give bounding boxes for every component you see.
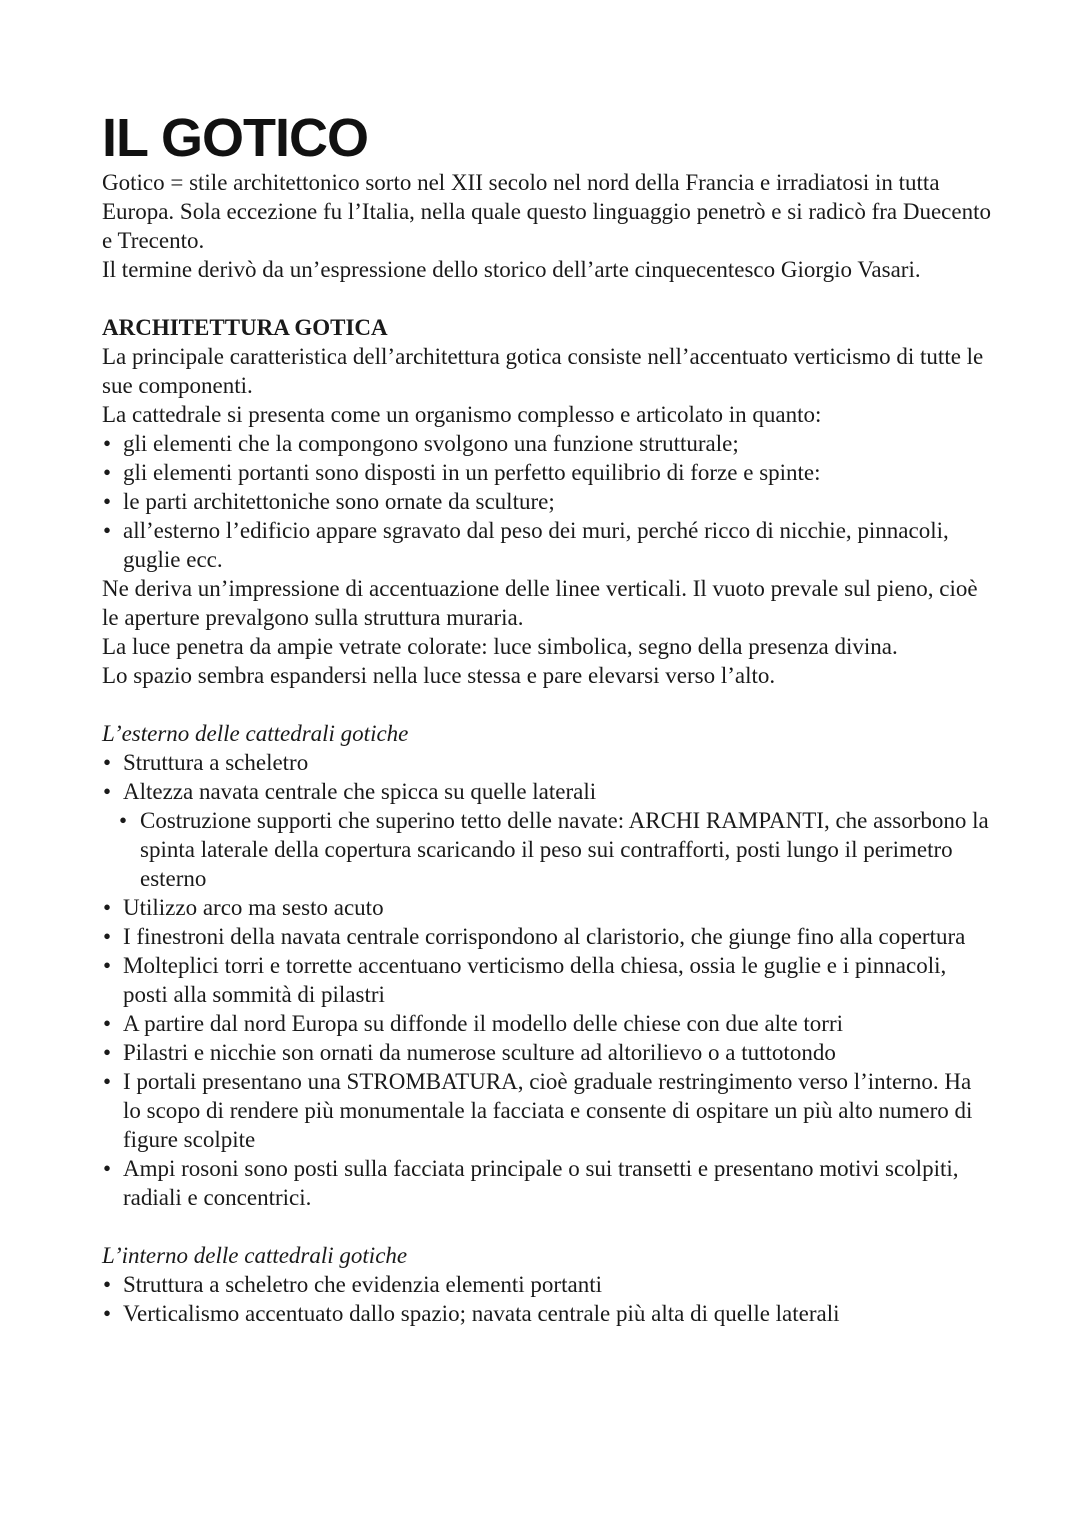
list-item: • Struttura a scheletro che evidenzia elementi portanti [102, 1270, 992, 1299]
page-title: IL GOTICO [102, 108, 369, 168]
intro-paragraph: Gotico = stile architettonico sorto nel XII secolo nel nord della Francia e irradiatosi in tutta Europa. Sola eccezione fu l’Italia, nella quale questo linguaggio penetrò e si radicò fra Duecento e Trecento. [102, 170, 991, 253]
list-item: • gli elementi che la compongono svolgono una funzione strutturale; [102, 429, 992, 458]
list-item: • all’esterno l’edificio appare sgravato dal peso dei muri, perché ricco di nicchie, pinnacoli, guglie ecc. [102, 516, 992, 574]
body-paragraph: Ne deriva un’impressione di accentuazione delle linee verticali. Il vuoto prevale sul pieno, cioè le aperture prevalgono sulla struttura muraria. [102, 576, 978, 630]
list-item: • Struttura a scheletro [102, 748, 992, 777]
list-item: • I portali presentano una STROMBATURA, cioè graduale restringimento verso l’interno. Ha lo scopo di rendere più monumentale la facciata e consente di ospitare un più alto numero di figure scolpite [102, 1067, 992, 1154]
spacer [102, 1212, 992, 1241]
list-item: • Pilastri e nicchie son ornati da numerose sculture ad altorilievo o a tuttotondo [102, 1038, 992, 1067]
section-heading-architettura: ARCHITETTURA GOTICA [102, 315, 388, 340]
list-item: • Altezza navata centrale che spicca su quelle laterali [102, 777, 992, 806]
document-page [102, 108, 992, 1328]
intro-paragraph: Il termine derivò da un’espressione dello storico dell’arte cinquecentesco Giorgio Vasari. [102, 257, 921, 282]
list-item: • Ampi rosoni sono posti sulla facciata principale o sui transetti e presentano motivi scolpiti, radiali e concentrici. [102, 1154, 992, 1212]
list-item: • Molteplici torri e torrette accentuano verticismo della chiesa, ossia le guglie e i pinnacoli, posti alla sommità di pilastri [102, 951, 992, 1009]
bullet-list-interno [102, 1270, 992, 1328]
spacer [102, 284, 992, 313]
list-item: • Utilizzo arco ma sesto acuto [102, 893, 992, 922]
body-paragraph: Lo spazio sembra espandersi nella luce stessa e pare elevarsi verso l’alto. [102, 663, 776, 688]
body-paragraph: La luce penetra da ampie vetrate colorate: luce simbolica, segno della presenza divina. [102, 634, 898, 659]
list-item: • A partire dal nord Europa su diffonde il modello delle chiese con due alte torri [102, 1009, 992, 1038]
list-item: • I finestroni della navata centrale corrispondono al claristorio, che giunge fino alla copertura [102, 922, 992, 951]
list-item: • Verticalismo accentuato dallo spazio; navata centrale più alta di quelle laterali [102, 1299, 992, 1328]
section-heading-interno: L’interno delle cattedrali gotiche [102, 1243, 408, 1268]
bullet-list-architettura [102, 429, 992, 574]
bullet-list-esterno [102, 748, 992, 1212]
list-item: • le parti architettoniche sono ornate da sculture; [102, 487, 992, 516]
spacer [102, 690, 992, 719]
body-paragraph: La cattedrale si presenta come un organismo complesso e articolato in quanto: [102, 402, 822, 427]
nested-list-item: • Costruzione supporti che superino tetto delle navate: ARCHI RAMPANTI, che assorbono la spinta laterale della copertura scaricando il peso sui contrafforti, posti lungo il perimetro esterno [102, 806, 992, 893]
body-paragraph: La principale caratteristica dell’architettura gotica consiste nell’accentuato verticismo di tutte le sue componenti. [102, 344, 984, 398]
section-heading-esterno: L’esterno delle cattedrali gotiche [102, 721, 409, 746]
list-item: • gli elementi portanti sono disposti in un perfetto equilibrio di forze e spinte: [102, 458, 992, 487]
